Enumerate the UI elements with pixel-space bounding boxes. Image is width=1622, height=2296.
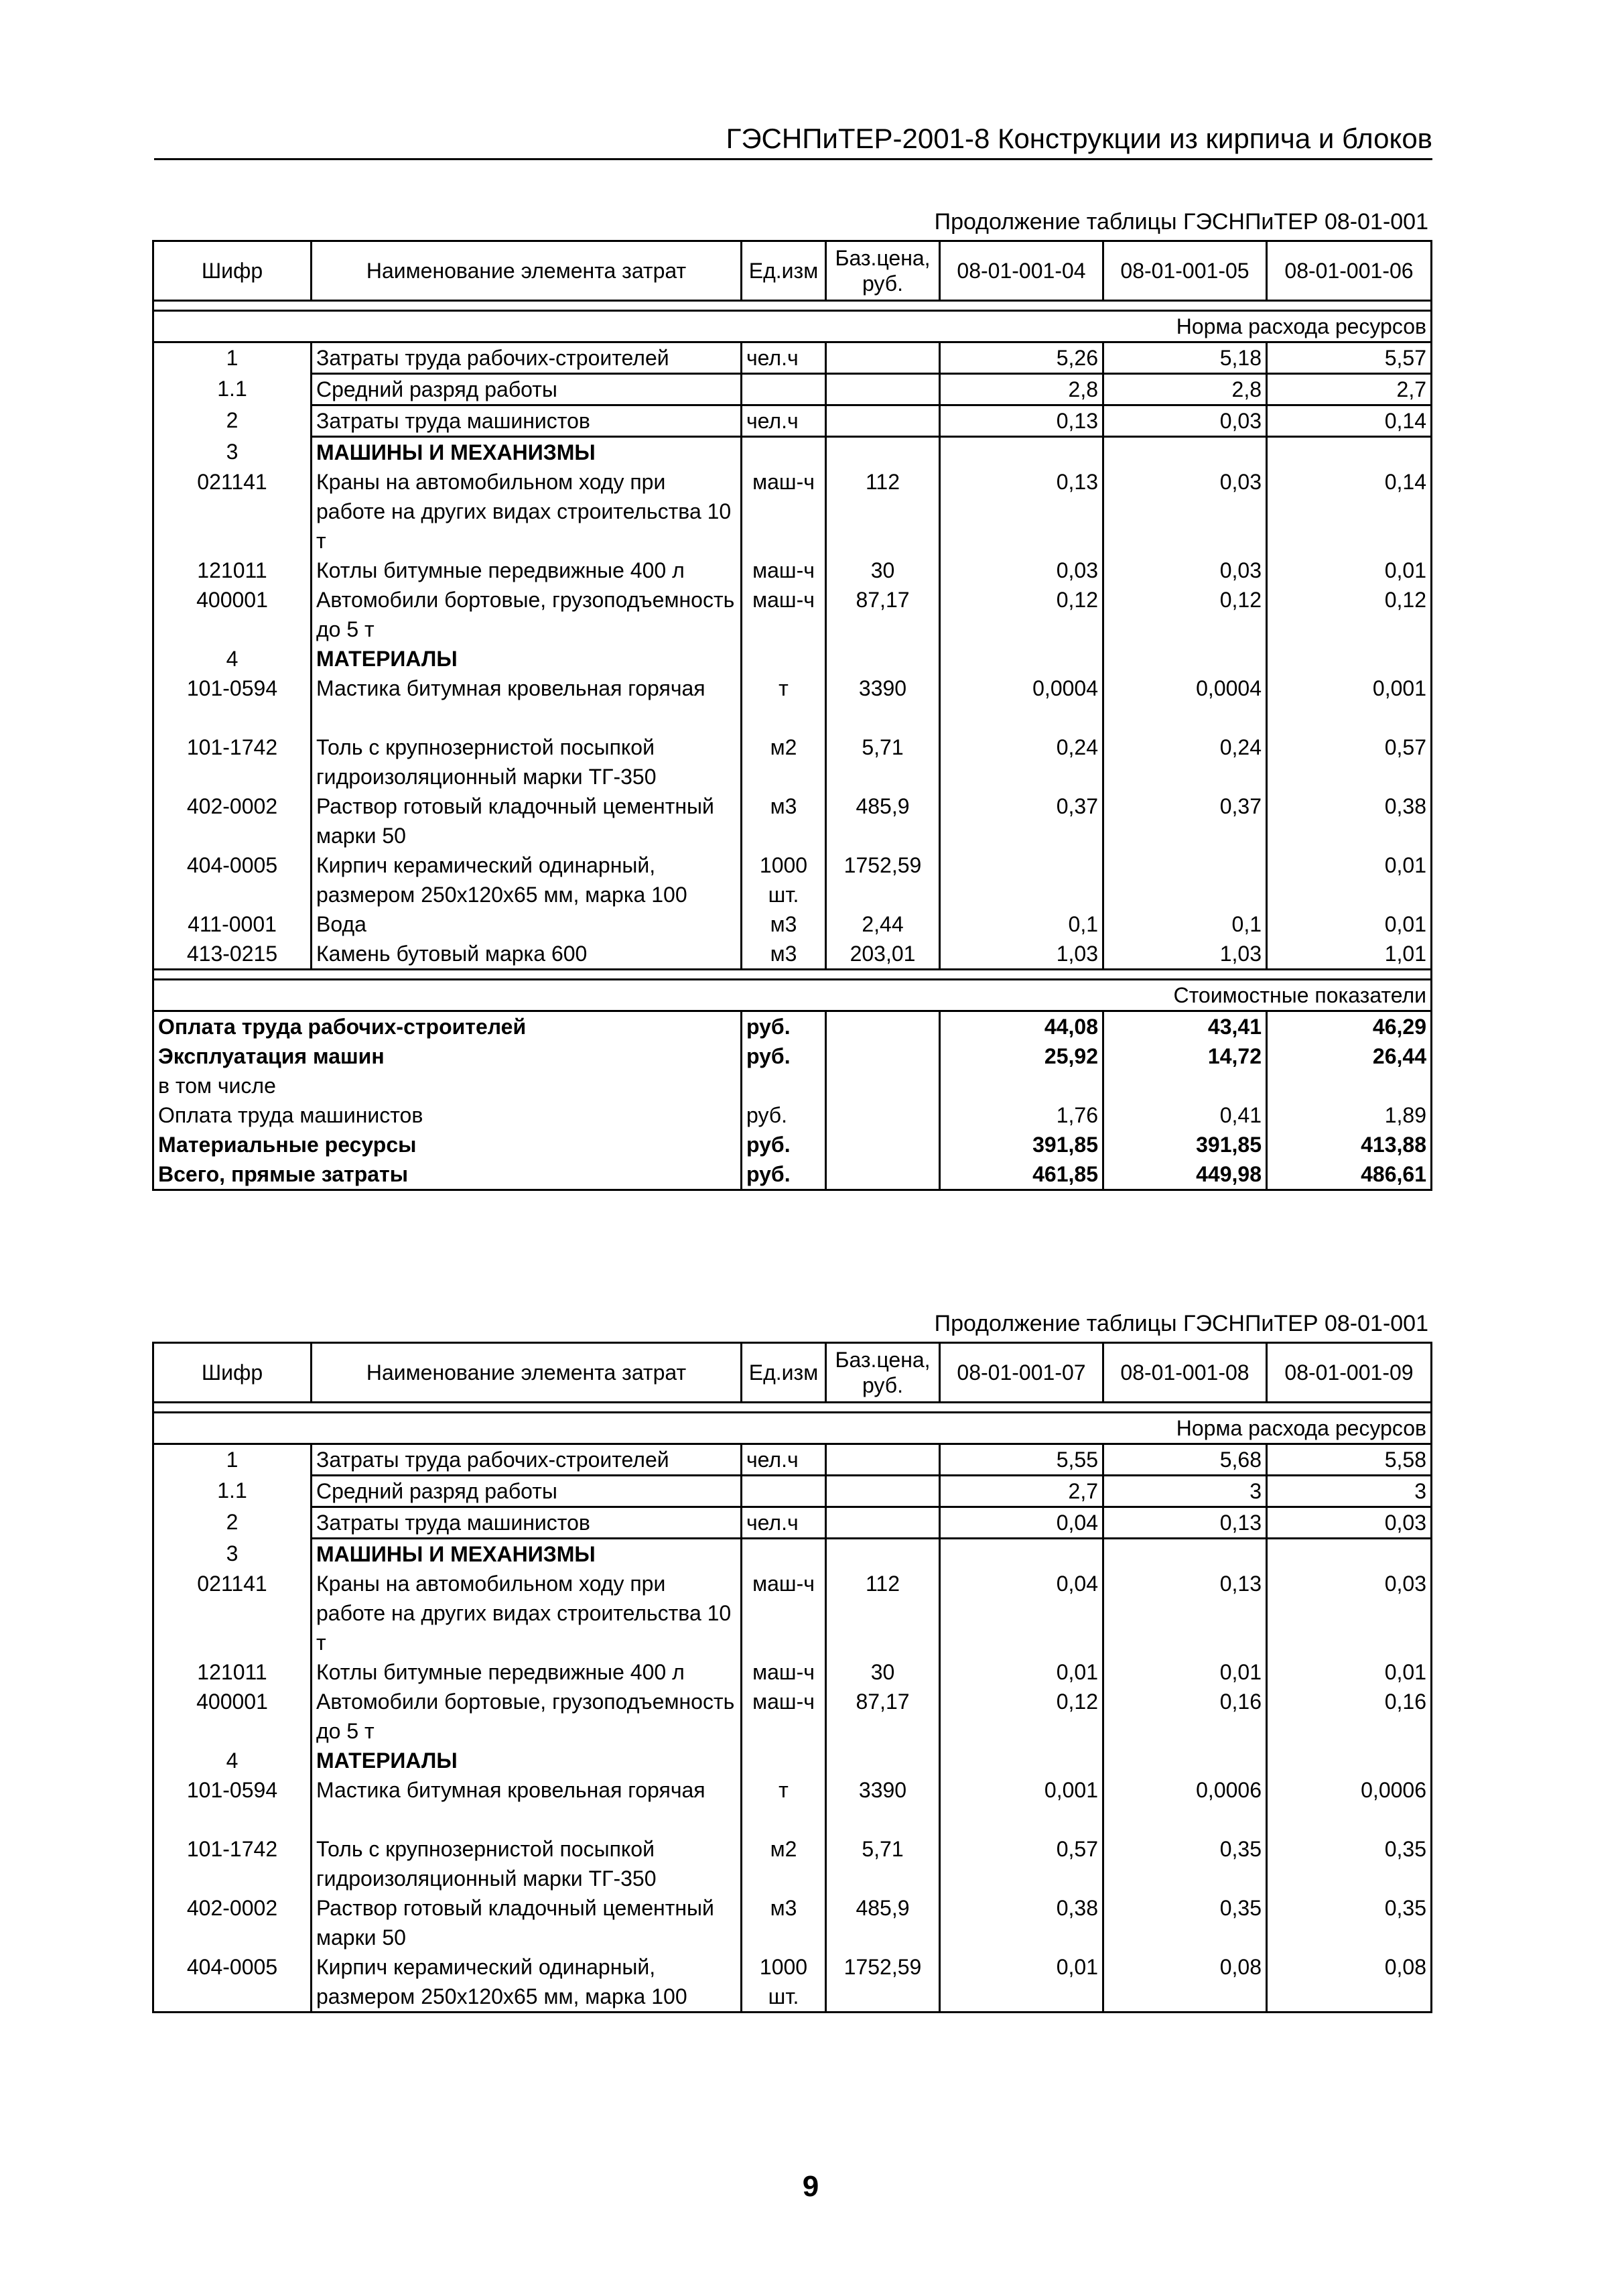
spacer [153, 970, 1432, 980]
cell-v3: 0,0006 [1267, 1775, 1432, 1834]
cell-unit: маш-ч [742, 467, 826, 556]
cell-v3: 0,38 [1267, 791, 1432, 850]
cell-v1 [940, 850, 1103, 909]
cost-v3: 413,88 [1267, 1130, 1432, 1159]
cell-unit: 1000 шт. [742, 1952, 826, 2013]
cell-v3: 0,12 [1267, 585, 1432, 644]
cell-v1: 0,13 [940, 405, 1103, 437]
cell-code: 402-0002 [153, 791, 312, 850]
cost-price [826, 1100, 940, 1130]
cell-v3: 0,01 [1267, 909, 1432, 939]
cell-name: Вода [312, 909, 742, 939]
cell-unit: маш-ч [742, 1569, 826, 1657]
table-row [153, 1952, 1432, 2013]
cell-v1: 0,01 [940, 1952, 1103, 2013]
cell-code: 1.1 [153, 1476, 312, 1507]
cell-price [826, 374, 940, 405]
cell-price: 30 [826, 556, 940, 585]
cell-code: 404-0005 [153, 850, 312, 909]
table1 [152, 240, 1432, 1191]
cell-v2: 0,24 [1103, 732, 1267, 791]
cell-unit [742, 644, 826, 674]
cell-code: 411-0001 [153, 909, 312, 939]
cost-v3: 46,29 [1267, 1011, 1432, 1042]
cell-code: 101-1742 [153, 1834, 312, 1893]
cell-v1: 1,03 [940, 939, 1103, 970]
cell-name: МАТЕРИАЛЫ [312, 644, 742, 674]
cell-v2 [1103, 1539, 1267, 1570]
cell-price [826, 1746, 940, 1775]
cell-name: Мастика битумная кровельная горячая [312, 1775, 742, 1834]
cell-v1: 2,7 [940, 1476, 1103, 1507]
cell-price: 1752,59 [826, 850, 940, 909]
cell-unit: маш-ч [742, 1687, 826, 1746]
cost-row [153, 1041, 1432, 1071]
cell-code: 1 [153, 1444, 312, 1476]
cell-name: Камень бутовый марка 600 [312, 939, 742, 970]
cell-price: 2,44 [826, 909, 940, 939]
cell-name: Средний разряд работы [312, 1476, 742, 1507]
cost-v1: 1,76 [940, 1100, 1103, 1130]
cell-code: 101-1742 [153, 732, 312, 791]
cell-unit: маш-ч [742, 1657, 826, 1687]
cell-name: Затраты труда рабочих-строителей [312, 1444, 742, 1476]
cell-v3: 0,01 [1267, 850, 1432, 909]
cell-unit: т [742, 1775, 826, 1834]
col-header-v1: 08-01-001-07 [940, 1343, 1103, 1403]
cost-v1: 44,08 [940, 1011, 1103, 1042]
cell-name: Котлы битумные передвижные 400 л [312, 1657, 742, 1687]
cell-price: 112 [826, 1569, 940, 1657]
cell-v2: 0,0006 [1103, 1775, 1267, 1834]
cost-price [826, 1041, 940, 1071]
cost-unit [742, 1071, 826, 1100]
cell-code: 2 [153, 1507, 312, 1539]
cell-price [826, 644, 940, 674]
table-row [153, 1476, 1432, 1507]
table-row [153, 374, 1432, 405]
cell-code: 404-0005 [153, 1952, 312, 2013]
cell-name: Кирпич керамический одинарный, размером 250х120х65 мм, марка 100 [312, 1952, 742, 2013]
cell-code: 4 [153, 644, 312, 674]
col-header-code: Шифр [153, 241, 312, 301]
table-row [153, 732, 1432, 791]
table-row [153, 1657, 1432, 1687]
cell-code: 1 [153, 342, 312, 374]
cost-price [826, 1130, 940, 1159]
cost-name: Эксплуатация машин [153, 1041, 742, 1071]
cell-unit [742, 437, 826, 468]
cell-v2: 0,13 [1103, 1507, 1267, 1539]
table-row [153, 405, 1432, 437]
cell-code: 121011 [153, 1657, 312, 1687]
table-row [153, 342, 1432, 374]
cell-v2: 0,0004 [1103, 674, 1267, 732]
cell-v3: 0,57 [1267, 732, 1432, 791]
cell-v3: 0,03 [1267, 1507, 1432, 1539]
table-row [153, 850, 1432, 909]
cell-name: Автомобили бортовые, грузоподъемность до 5 т [312, 1687, 742, 1746]
cell-v2: 1,03 [1103, 939, 1267, 970]
cell-unit: маш-ч [742, 556, 826, 585]
cell-v3: 5,57 [1267, 342, 1432, 374]
table-row [153, 1539, 1432, 1570]
table-row [153, 1687, 1432, 1746]
cell-price: 3390 [826, 1775, 940, 1834]
cell-name: Затраты труда машинистов [312, 405, 742, 437]
cell-unit [742, 374, 826, 405]
cost-v2: 14,72 [1103, 1041, 1267, 1071]
cell-v1: 2,8 [940, 374, 1103, 405]
cell-v1: 5,55 [940, 1444, 1103, 1476]
cell-name: МАТЕРИАЛЫ [312, 1746, 742, 1775]
cell-v1: 0,04 [940, 1507, 1103, 1539]
cell-v1: 0,04 [940, 1569, 1103, 1657]
col-header-price: Баз.цена, руб. [826, 1343, 940, 1403]
cell-price [826, 405, 940, 437]
cell-unit: чел.ч [742, 405, 826, 437]
cell-unit: м3 [742, 909, 826, 939]
cost-row [153, 1159, 1432, 1190]
cell-price: 87,17 [826, 585, 940, 644]
cost-v3: 486,61 [1267, 1159, 1432, 1190]
cell-v2: 0,08 [1103, 1952, 1267, 2013]
table-row [153, 1834, 1432, 1893]
cost-unit: руб. [742, 1159, 826, 1190]
cell-v2: 5,68 [1103, 1444, 1267, 1476]
cell-price [826, 342, 940, 374]
cell-v3: 0,03 [1267, 1569, 1432, 1657]
cell-v2: 0,37 [1103, 791, 1267, 850]
col-header-code: Шифр [153, 1343, 312, 1403]
cell-v1 [940, 1539, 1103, 1570]
cell-unit [742, 1746, 826, 1775]
cell-v1: 0,001 [940, 1775, 1103, 1834]
cost-label: Стоимостные показатели [153, 980, 1432, 1011]
cell-v1: 0,0004 [940, 674, 1103, 732]
table-row [153, 437, 1432, 468]
cell-v2 [1103, 437, 1267, 468]
cell-v2 [1103, 644, 1267, 674]
cell-v3: 5,58 [1267, 1444, 1432, 1476]
cell-v1 [940, 437, 1103, 468]
cell-name: Раствор готовый кладочный цементный марки 50 [312, 1893, 742, 1952]
norm-label: Норма расхода ресурсов [153, 311, 1432, 342]
cell-price [826, 1507, 940, 1539]
cell-name: МАШИНЫ И МЕХАНИЗМЫ [312, 1539, 742, 1570]
cell-v3 [1267, 644, 1432, 674]
cell-name: Толь с крупнозернистой посыпкой гидроизоляционный марки ТГ-350 [312, 1834, 742, 1893]
cell-code: 021141 [153, 1569, 312, 1657]
cost-v1: 461,85 [940, 1159, 1103, 1190]
cell-code: 101-0594 [153, 1775, 312, 1834]
cost-v3: 26,44 [1267, 1041, 1432, 1071]
cell-name: Кирпич керамический одинарный, размером 250х120х65 мм, марка 100 [312, 850, 742, 909]
cell-v2: 0,35 [1103, 1834, 1267, 1893]
cell-v1: 0,38 [940, 1893, 1103, 1952]
cell-v1: 0,01 [940, 1657, 1103, 1687]
cell-price: 3390 [826, 674, 940, 732]
cell-price [826, 1444, 940, 1476]
cell-v3: 0,14 [1267, 405, 1432, 437]
cell-price: 5,71 [826, 732, 940, 791]
table-row [153, 1507, 1432, 1539]
cost-v2: 0,41 [1103, 1100, 1267, 1130]
cell-price: 30 [826, 1657, 940, 1687]
cell-unit: м2 [742, 1834, 826, 1893]
cell-name: Котлы битумные передвижные 400 л [312, 556, 742, 585]
cell-unit [742, 1476, 826, 1507]
cell-code: 413-0215 [153, 939, 312, 970]
col-header-name: Наименование элемента затрат [312, 241, 742, 301]
cell-v3: 2,7 [1267, 374, 1432, 405]
norm-label: Норма расхода ресурсов [153, 1413, 1432, 1444]
table-row [153, 1569, 1432, 1657]
cell-v3: 0,35 [1267, 1834, 1432, 1893]
cell-v2 [1103, 850, 1267, 909]
cell-price: 1752,59 [826, 1952, 940, 2013]
table2 [152, 1342, 1432, 2013]
cost-price [826, 1159, 940, 1190]
cost-unit: руб. [742, 1041, 826, 1071]
cell-v3: 0,08 [1267, 1952, 1432, 2013]
cell-code: 2 [153, 405, 312, 437]
cell-v3: 0,35 [1267, 1893, 1432, 1952]
cost-unit: руб. [742, 1100, 826, 1130]
cell-name: Средний разряд работы [312, 374, 742, 405]
cost-price [826, 1071, 940, 1100]
cell-code: 400001 [153, 1687, 312, 1746]
cell-v2: 0,01 [1103, 1657, 1267, 1687]
cell-v3 [1267, 437, 1432, 468]
cell-v1 [940, 1746, 1103, 1775]
cell-unit: чел.ч [742, 342, 826, 374]
cell-v2: 2,8 [1103, 374, 1267, 405]
table-row [153, 467, 1432, 556]
cost-row [153, 1130, 1432, 1159]
table-row [153, 556, 1432, 585]
cell-unit: чел.ч [742, 1444, 826, 1476]
cost-unit: руб. [742, 1130, 826, 1159]
table-row [153, 1444, 1432, 1476]
cell-unit: м3 [742, 791, 826, 850]
cell-v2: 0,1 [1103, 909, 1267, 939]
cell-price [826, 437, 940, 468]
table-row [153, 909, 1432, 939]
cost-unit: руб. [742, 1011, 826, 1042]
cell-v2: 0,16 [1103, 1687, 1267, 1746]
cell-v1: 0,12 [940, 1687, 1103, 1746]
cell-name: Мастика битумная кровельная горячая [312, 674, 742, 732]
cell-unit: чел.ч [742, 1507, 826, 1539]
spacer [153, 301, 1432, 311]
cell-name: Раствор готовый кладочный цементный марки 50 [312, 791, 742, 850]
cell-v2: 0,13 [1103, 1569, 1267, 1657]
cost-v2: 449,98 [1103, 1159, 1267, 1190]
cost-v1: 391,85 [940, 1130, 1103, 1159]
cost-row [153, 1071, 1432, 1100]
col-header-unit: Ед.изм [742, 1343, 826, 1403]
cell-v2: 3 [1103, 1476, 1267, 1507]
cost-name: Оплата труда машинистов [153, 1100, 742, 1130]
cell-name: Краны на автомобильном ходу при работе на других видах строительства 10 т [312, 467, 742, 556]
table1-caption: Продолжение таблицы ГЭСНПиТЕР 08-01-001 [934, 209, 1428, 235]
cell-v1: 0,24 [940, 732, 1103, 791]
cell-v2: 0,03 [1103, 405, 1267, 437]
cell-v3 [1267, 1746, 1432, 1775]
col-header-price: Баз.цена, руб. [826, 241, 940, 301]
cost-v3: 1,89 [1267, 1100, 1432, 1130]
cell-v3: 0,01 [1267, 1657, 1432, 1687]
cost-v2: 43,41 [1103, 1011, 1267, 1042]
cell-v3: 3 [1267, 1476, 1432, 1507]
cell-v2 [1103, 1746, 1267, 1775]
cell-v3: 0,01 [1267, 556, 1432, 585]
cell-v3: 0,14 [1267, 467, 1432, 556]
cell-code: 101-0594 [153, 674, 312, 732]
cell-v1: 0,03 [940, 556, 1103, 585]
col-header-unit: Ед.изм [742, 241, 826, 301]
table-row [153, 644, 1432, 674]
page-number: 9 [802, 2170, 819, 2203]
table-row [153, 1746, 1432, 1775]
cost-v2: 391,85 [1103, 1130, 1267, 1159]
cell-code: 1.1 [153, 374, 312, 405]
cell-code: 021141 [153, 467, 312, 556]
cell-unit: м3 [742, 939, 826, 970]
cell-v1: 0,12 [940, 585, 1103, 644]
cell-unit [742, 1539, 826, 1570]
cell-name: Автомобили бортовые, грузоподъемность до 5 т [312, 585, 742, 644]
cost-v2 [1103, 1071, 1267, 1100]
cell-name: Краны на автомобильном ходу при работе на других видах строительства 10 т [312, 1569, 742, 1657]
col-header-v3: 08-01-001-09 [1267, 1343, 1432, 1403]
cell-unit: т [742, 674, 826, 732]
col-header-name: Наименование элемента затрат [312, 1343, 742, 1403]
cell-code: 3 [153, 437, 312, 468]
cell-v1: 0,1 [940, 909, 1103, 939]
cost-name: Всего, прямые затраты [153, 1159, 742, 1190]
cost-row [153, 1100, 1432, 1130]
cell-price: 87,17 [826, 1687, 940, 1746]
cell-unit: м3 [742, 1893, 826, 1952]
table-row [153, 791, 1432, 850]
cell-v1: 5,26 [940, 342, 1103, 374]
cell-v2: 0,35 [1103, 1893, 1267, 1952]
cell-v1: 0,13 [940, 467, 1103, 556]
cell-name: Затраты труда рабочих-строителей [312, 342, 742, 374]
cell-code: 3 [153, 1539, 312, 1570]
cell-v1 [940, 644, 1103, 674]
cell-v2: 0,12 [1103, 585, 1267, 644]
cell-price: 112 [826, 467, 940, 556]
cell-unit: маш-ч [742, 585, 826, 644]
table-row [153, 1775, 1432, 1834]
cell-v2: 5,18 [1103, 342, 1267, 374]
cell-code: 4 [153, 1746, 312, 1775]
col-header-v1: 08-01-001-04 [940, 241, 1103, 301]
cost-v1: 25,92 [940, 1041, 1103, 1071]
cost-name: Оплата труда рабочих-строителей [153, 1011, 742, 1042]
cost-v3 [1267, 1071, 1432, 1100]
cell-v3: 0,001 [1267, 674, 1432, 732]
col-header-v2: 08-01-001-05 [1103, 241, 1267, 301]
cost-v1 [940, 1071, 1103, 1100]
cell-price: 485,9 [826, 791, 940, 850]
cell-v3 [1267, 1539, 1432, 1570]
cell-v1: 0,57 [940, 1834, 1103, 1893]
cell-v2: 0,03 [1103, 556, 1267, 585]
cell-unit: 1000 шт. [742, 850, 826, 909]
col-header-v2: 08-01-001-08 [1103, 1343, 1267, 1403]
cell-v1: 0,37 [940, 791, 1103, 850]
spacer [153, 1403, 1432, 1413]
cell-price [826, 1476, 940, 1507]
cell-name: МАШИНЫ И МЕХАНИЗМЫ [312, 437, 742, 468]
cell-v3: 0,16 [1267, 1687, 1432, 1746]
cost-row [153, 1011, 1432, 1042]
cell-price [826, 1539, 940, 1570]
cell-v3: 1,01 [1267, 939, 1432, 970]
cell-name: Толь с крупнозернистой посыпкой гидроизоляционный марки ТГ-350 [312, 732, 742, 791]
page-header: ГЭСНПиТЕР-2001-8 Конструкции из кирпича и блоков [154, 119, 1432, 160]
cell-price: 485,9 [826, 1893, 940, 1952]
cell-code: 400001 [153, 585, 312, 644]
cost-price [826, 1011, 940, 1042]
cost-name: в том числе [153, 1071, 742, 1100]
cell-v2: 0,03 [1103, 467, 1267, 556]
cell-price: 5,71 [826, 1834, 940, 1893]
cost-name: Материальные ресурсы [153, 1130, 742, 1159]
cell-code: 402-0002 [153, 1893, 312, 1952]
table2-caption: Продолжение таблицы ГЭСНПиТЕР 08-01-001 [934, 1311, 1428, 1336]
col-header-v3: 08-01-001-06 [1267, 241, 1432, 301]
cell-unit: м2 [742, 732, 826, 791]
cell-name: Затраты труда машинистов [312, 1507, 742, 1539]
table-row [153, 585, 1432, 644]
table-row [153, 1893, 1432, 1952]
table-row [153, 674, 1432, 732]
cell-code: 121011 [153, 556, 312, 585]
table-row [153, 939, 1432, 970]
cell-price: 203,01 [826, 939, 940, 970]
